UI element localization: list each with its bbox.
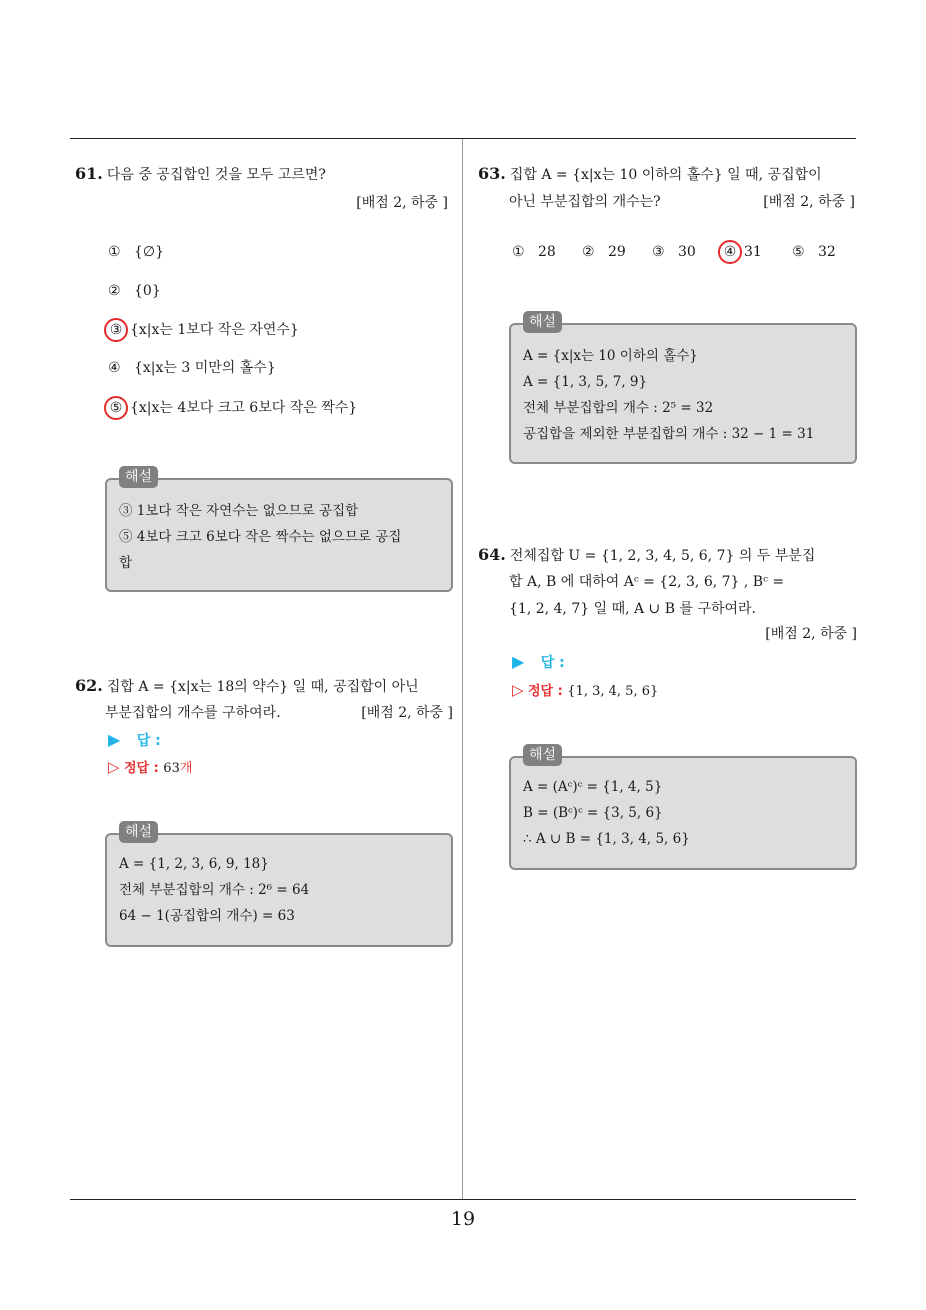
q64-correct-row — [512, 680, 658, 699]
q61-choice-5[interactable]: ⑤ {x|x는 4보다 크고 6보다 작은 짝수} — [108, 396, 357, 420]
triangle-outline-icon: ▷ — [512, 681, 524, 699]
choice-number: ④ — [108, 360, 121, 376]
q63-question: 63. 집합 A = {x|x는 10 이하의 홀수} 일 때, 공집합이 — [478, 164, 822, 183]
q61-number: 61. — [75, 164, 103, 183]
q64-answer-row — [512, 652, 565, 672]
q62-answer-row — [108, 730, 161, 750]
q62-question-line2: 부분집합의 개수를 구하여라. — [105, 705, 281, 721]
q64-solution-tab: 해설 — [523, 744, 562, 766]
answer-label: 답 : — [540, 655, 565, 671]
q61-solution-box: ③ 1보다 작은 자연수는 없으므로 공집합 ⑤ 4보다 크고 6보다 작은 짝수는 없으므로 공집 합 — [105, 478, 453, 592]
q63-choice-1[interactable]: ① 28 — [512, 244, 556, 260]
selected-circle-mark: ③ — [104, 318, 128, 342]
correct-label: 정답 : — [124, 761, 159, 776]
q61-meta: [배점 2, 하중 ] — [356, 195, 448, 211]
q64-number: 64. — [478, 545, 506, 564]
play-arrow-icon: ▶ — [512, 652, 525, 671]
q61-choice-2[interactable]: ② {0} — [108, 283, 161, 299]
triangle-outline-icon: ▷ — [108, 758, 120, 776]
q64-question-line2: 합 A, B 에 대하여 Aᶜ = {2, 3, 6, 7} , Bᶜ = — [509, 574, 785, 590]
q61-solution-tab: 해설 — [119, 466, 158, 488]
play-arrow-icon: ▶ — [108, 730, 121, 749]
q63-choice-2[interactable]: ② 29 — [582, 244, 626, 260]
q64-question-line3: {1, 2, 4, 7} 일 때, A ∪ B 를 구하여라. — [509, 601, 756, 617]
q61-choice-1[interactable]: ① {∅} — [108, 244, 165, 260]
q62-solution-box: A = {1, 2, 3, 6, 9, 18} 전체 부분집합의 개수 : 2⁶ = 64 64 − 1(공집합의 개수) = 63 — [105, 833, 453, 947]
q63-solution-tab: 해설 — [523, 311, 562, 333]
choice-number: ② — [108, 283, 121, 299]
bottom-rule — [70, 1199, 856, 1200]
choice-number: ① — [108, 244, 121, 260]
q63-question-line2: 아닌 부분집합의 개수는? — [509, 194, 661, 210]
q61-choice-4[interactable]: ④ {x|x는 3 미만의 홀수} — [108, 360, 276, 376]
column-divider — [462, 139, 463, 1199]
q63-choice-5[interactable]: ⑤ 32 — [792, 244, 836, 260]
selected-circle-mark: ④ — [718, 240, 742, 264]
q63-meta: [배점 2, 하중 ] — [763, 194, 855, 210]
q63-solution-box: A = {x|x는 10 이하의 홀수} A = {1, 3, 5, 7, 9} 전체 부분집합의 개수 : 2⁵ = 32 공집합을 제외한 부분집합의 개수 : 32 − 1 = 31 — [509, 323, 857, 464]
q62-meta: [배점 2, 하중 ] — [361, 705, 453, 721]
q61-text: 다음 중 공집합인 것을 모두 고르면? — [106, 167, 326, 183]
q63-choice-3[interactable]: ③ 30 — [652, 244, 696, 260]
q63-choice-4[interactable]: ④ 31 — [722, 240, 762, 264]
q64-meta: [배점 2, 하중 ] — [765, 626, 857, 642]
answer-label: 답 : — [136, 733, 161, 749]
q64-question: 64. 전체집합 U = {1, 2, 3, 4, 5, 6, 7} 의 두 부분집 — [478, 545, 816, 564]
q62-question: 62. 집합 A = {x|x는 18의 약수} 일 때, 공집합이 아닌 — [75, 676, 419, 695]
top-rule — [70, 138, 856, 139]
correct-value: 63 — [163, 761, 180, 776]
correct-value: {1, 3, 4, 5, 6} — [567, 684, 659, 699]
q63-number: 63. — [478, 164, 506, 183]
page-number: 19 — [450, 1208, 476, 1230]
q62-number: 62. — [75, 676, 103, 695]
selected-circle-mark: ⑤ — [104, 396, 128, 420]
q62-correct-row: ▷ 정답 : 63개 — [108, 758, 193, 776]
correct-label: 정답 : — [528, 684, 563, 699]
q62-solution-tab: 해설 — [119, 821, 158, 843]
q64-solution-box: A = (Aᶜ)ᶜ = {1, 4, 5} B = (Bᶜ)ᶜ = {3, 5, 6} ∴ A ∪ B = {1, 3, 4, 5, 6} — [509, 756, 857, 870]
q61-choice-3[interactable]: ③ {x|x는 1보다 작은 자연수} — [108, 318, 299, 342]
q61-question — [75, 164, 326, 185]
